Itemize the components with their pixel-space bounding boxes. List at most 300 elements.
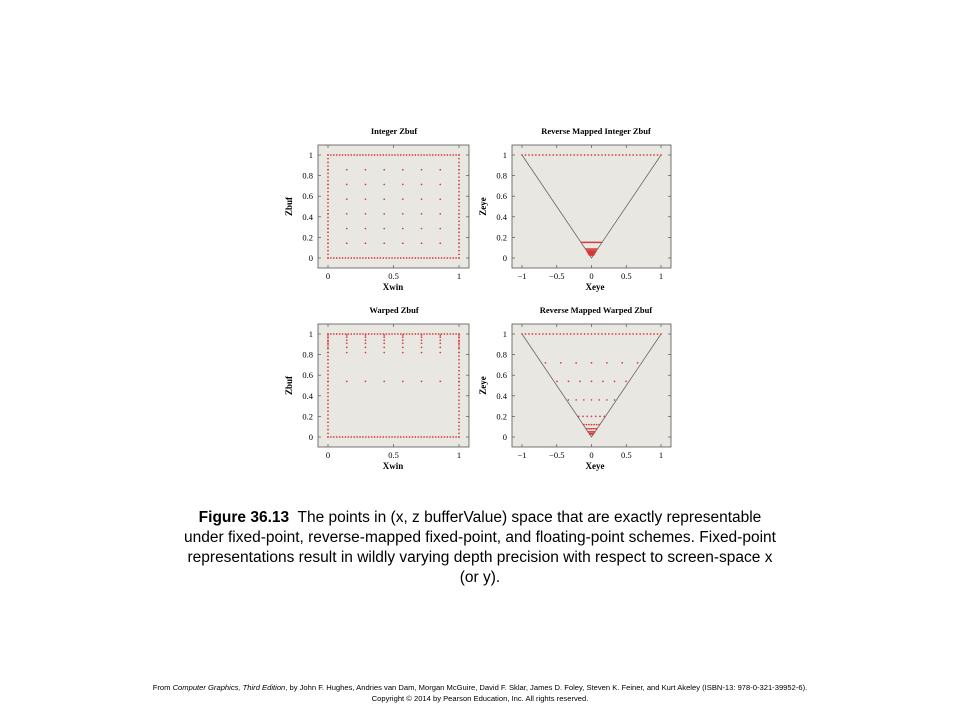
data-point [346, 339, 348, 341]
data-point [579, 381, 581, 383]
data-point [327, 217, 329, 219]
data-point [374, 333, 376, 335]
data-point [615, 333, 617, 335]
data-point [327, 250, 329, 252]
data-point [327, 213, 329, 215]
data-point [380, 436, 382, 438]
data-point [458, 206, 460, 208]
data-point [618, 154, 620, 156]
data-point [391, 154, 393, 156]
data-point [549, 333, 551, 335]
data-point [327, 359, 329, 361]
y-tick-label: 0.8 [496, 349, 507, 360]
y-tick-label: 0 [502, 253, 507, 263]
data-point [327, 169, 329, 171]
data-point [458, 385, 460, 387]
data-point [371, 436, 373, 438]
x-tick-label: 1 [658, 450, 664, 460]
data-point [327, 399, 329, 401]
data-point [584, 154, 586, 156]
y-tick-label: 0.6 [496, 370, 507, 381]
data-point [377, 333, 379, 335]
data-point [365, 342, 367, 344]
data-point [535, 333, 537, 335]
y-tick-label: 1 [308, 150, 313, 160]
data-point [353, 257, 355, 259]
caption-text: The points in (x, z bufferValue) space that are exactly representable under fixed-point, reverse-mapped fixed-point, and floating-point schemes. Fixed-point representations result in wildly varying depth precision with respect to screen-space x (or y). [184, 509, 776, 586]
data-point [594, 428, 596, 430]
data-point [423, 333, 425, 335]
data-point [383, 213, 385, 215]
data-point [346, 352, 348, 354]
y-tick-label: 0.4 [302, 211, 313, 222]
data-point [435, 154, 437, 156]
data-point [350, 333, 352, 335]
data-point [528, 154, 530, 156]
data-point [452, 154, 454, 156]
credit-authors: , by John F. Hughes, Andries van Dam, Morgan McGuire, David F. Sklar, James D. Foley, Steven K. Feiner, and Kurt Akeley (ISBN-13: 978-0-321-39952-6). [285, 683, 808, 692]
data-point [383, 381, 385, 383]
data-point [423, 257, 425, 259]
data-point [566, 333, 568, 335]
data-point [327, 366, 329, 368]
data-point [397, 154, 399, 156]
data-point [327, 374, 329, 376]
data-point [394, 154, 396, 156]
data-point [566, 154, 568, 156]
data-point [439, 169, 441, 171]
data-point [598, 333, 600, 335]
data-point [402, 198, 404, 200]
data-point [458, 250, 460, 252]
data-point [417, 154, 419, 156]
data-point [402, 213, 404, 215]
data-point [339, 257, 341, 259]
data-point [532, 154, 534, 156]
data-point [447, 436, 449, 438]
data-point [417, 333, 419, 335]
data-point [327, 370, 329, 372]
data-point [568, 381, 570, 383]
data-point [458, 342, 460, 344]
data-point [577, 333, 579, 335]
data-point [552, 333, 554, 335]
data-point [602, 381, 604, 383]
data-point [402, 336, 404, 338]
data-point [327, 381, 329, 383]
data-point [429, 436, 431, 438]
data-point [552, 154, 554, 156]
data-point [618, 333, 620, 335]
x-tick-label: −0.5 [549, 450, 565, 460]
data-point [383, 242, 385, 244]
data-point [438, 436, 440, 438]
credit-book-title: Computer Graphics, Third Edition [172, 683, 286, 692]
data-point [439, 242, 441, 244]
data-point [458, 217, 460, 219]
data-point [458, 418, 460, 420]
data-point [605, 333, 607, 335]
data-point [327, 429, 329, 431]
y-tick-label: 1 [308, 329, 313, 339]
data-point [421, 347, 423, 349]
data-point [639, 154, 641, 156]
data-point [350, 257, 352, 259]
data-point [614, 381, 616, 383]
data-point [414, 154, 416, 156]
data-point [578, 416, 580, 418]
data-point [327, 410, 329, 412]
data-point [598, 399, 600, 401]
data-point [612, 154, 614, 156]
data-point [345, 333, 347, 335]
data-point [594, 154, 596, 156]
data-point [591, 154, 593, 156]
data-point [371, 154, 373, 156]
data-point [368, 436, 370, 438]
data-point [342, 257, 344, 259]
data-point [327, 187, 329, 189]
data-point [400, 436, 402, 438]
data-point [439, 347, 441, 349]
data-point [336, 154, 338, 156]
data-point [458, 392, 460, 394]
data-point [632, 333, 634, 335]
data-point [455, 154, 457, 156]
data-point [444, 436, 446, 438]
data-point [439, 184, 441, 186]
data-point [385, 436, 387, 438]
data-point [402, 228, 404, 230]
data-point [388, 333, 390, 335]
data-point [426, 257, 428, 259]
chart-title: Reverse Mapped Integer Zbuf [541, 126, 651, 136]
data-point [444, 333, 446, 335]
data-point [577, 154, 579, 156]
data-point [365, 339, 367, 341]
data-point [593, 254, 595, 256]
data-point [327, 154, 329, 156]
data-point [429, 333, 431, 335]
data-point [608, 333, 610, 335]
data-point [414, 436, 416, 438]
y-tick-label: 0.8 [302, 349, 313, 360]
data-point [660, 154, 662, 156]
data-point [588, 424, 590, 426]
data-point [420, 154, 422, 156]
x-tick-label: 0.5 [620, 450, 632, 460]
data-point [447, 333, 449, 335]
data-point [650, 154, 652, 156]
y-axis-label: Zbuf [284, 196, 294, 217]
data-point [421, 381, 423, 383]
data-point [458, 228, 460, 230]
data-point [632, 154, 634, 156]
data-point [345, 436, 347, 438]
data-point [368, 333, 370, 335]
data-point [327, 352, 329, 354]
data-point [622, 154, 624, 156]
data-point [583, 399, 585, 401]
data-point [380, 257, 382, 259]
data-point [327, 198, 329, 200]
x-tick-label: −0.5 [549, 271, 565, 281]
data-point [458, 359, 460, 361]
data-point [429, 154, 431, 156]
data-point [350, 436, 352, 438]
data-point [458, 388, 460, 390]
y-tick-label: 0.8 [302, 170, 313, 181]
data-point [406, 333, 408, 335]
x-tick-label: 1 [658, 271, 664, 281]
data-point [449, 436, 451, 438]
data-point [397, 257, 399, 259]
y-axis-label: Zeye [478, 376, 488, 395]
data-point [449, 257, 451, 259]
x-tick-label: 0.5 [620, 271, 632, 281]
data-point [657, 333, 659, 335]
data-point [439, 213, 441, 215]
data-point [606, 362, 608, 364]
data-point [353, 333, 355, 335]
data-point [458, 366, 460, 368]
data-point [420, 257, 422, 259]
x-tick-label: 0 [325, 450, 331, 460]
data-point [603, 416, 605, 418]
x-axis-label: Xeye [585, 282, 605, 292]
data-point [580, 154, 582, 156]
data-point [327, 180, 329, 182]
data-point [365, 213, 367, 215]
data-point [400, 333, 402, 335]
y-tick-label: 0.6 [496, 191, 507, 202]
data-point [348, 154, 350, 156]
data-point [402, 352, 404, 354]
y-tick-label: 0 [308, 253, 313, 263]
x-axis-label: Xwin [382, 461, 404, 471]
data-point [653, 154, 655, 156]
data-point [525, 333, 527, 335]
chart-title: Reverse Mapped Warped Zbuf [539, 305, 653, 315]
data-point [421, 228, 423, 230]
data-point [629, 154, 631, 156]
y-tick-label: 0 [502, 432, 507, 442]
data-point [412, 154, 414, 156]
data-point [359, 436, 361, 438]
x-tick-label: 1 [456, 271, 462, 281]
data-point [458, 162, 460, 164]
data-point [388, 436, 390, 438]
data-point [608, 154, 610, 156]
data-point [402, 339, 404, 341]
data-point [327, 337, 329, 339]
y-tick-label: 0.2 [302, 232, 313, 243]
data-point [421, 242, 423, 244]
data-point [327, 231, 329, 233]
data-point [458, 195, 460, 197]
data-point [439, 339, 441, 341]
data-point [327, 206, 329, 208]
data-point [368, 154, 370, 156]
data-point [458, 184, 460, 186]
data-point [615, 154, 617, 156]
data-point [330, 154, 332, 156]
data-point [327, 355, 329, 357]
data-point [570, 333, 572, 335]
data-point [596, 248, 598, 250]
data-point [458, 242, 460, 244]
data-point [542, 154, 544, 156]
data-point [327, 165, 329, 167]
data-point [327, 239, 329, 241]
x-tick-label: 0.5 [388, 450, 399, 460]
y-tick-label: 0.6 [302, 370, 313, 381]
data-point [441, 257, 443, 259]
data-point [420, 333, 422, 335]
data-point [439, 352, 441, 354]
data-point [377, 154, 379, 156]
y-tick-label: 0.4 [302, 390, 313, 401]
data-point [542, 333, 544, 335]
data-point [382, 154, 384, 156]
data-point [591, 333, 593, 335]
credit-prefix: From [152, 683, 173, 692]
data-point [441, 333, 443, 335]
data-point [371, 333, 373, 335]
data-point [639, 333, 641, 335]
data-point [327, 388, 329, 390]
data-point [591, 362, 593, 364]
data-point [458, 235, 460, 237]
data-point [606, 399, 608, 401]
data-point [458, 355, 460, 357]
data-point [545, 362, 547, 364]
data-point [342, 436, 344, 438]
data-point [339, 333, 341, 335]
data-point [441, 436, 443, 438]
data-point [458, 158, 460, 160]
data-point [458, 169, 460, 171]
y-axis-label: Zeye [478, 197, 488, 216]
data-point [559, 333, 561, 335]
data-point [521, 154, 523, 156]
data-point [435, 436, 437, 438]
data-point [589, 428, 591, 430]
data-point [426, 333, 428, 335]
data-point [327, 224, 329, 226]
data-point [346, 184, 348, 186]
data-point [556, 333, 558, 335]
data-point [368, 257, 370, 259]
data-point [532, 333, 534, 335]
data-point [458, 180, 460, 182]
data-point [327, 253, 329, 255]
data-point [455, 436, 457, 438]
data-point [327, 242, 329, 244]
data-point [406, 154, 408, 156]
data-point [327, 392, 329, 394]
data-point [402, 184, 404, 186]
data-point [435, 257, 437, 259]
data-point [345, 154, 347, 156]
figure-caption [180, 508, 780, 588]
data-point [348, 436, 350, 438]
data-point [439, 342, 441, 344]
data-point [327, 436, 329, 438]
data-point [591, 399, 593, 401]
data-point [447, 154, 449, 156]
data-point [560, 362, 562, 364]
data-point [394, 333, 396, 335]
data-point [391, 436, 393, 438]
data-point [458, 421, 460, 423]
chart-title: Integer Zbuf [370, 126, 418, 136]
data-point [556, 154, 558, 156]
data-point [365, 198, 367, 200]
data-point [421, 213, 423, 215]
data-point [382, 333, 384, 335]
data-point [327, 162, 329, 164]
data-point [545, 333, 547, 335]
data-point [359, 257, 361, 259]
data-point [336, 436, 338, 438]
data-point [359, 154, 361, 156]
data-point [426, 436, 428, 438]
data-point [346, 198, 348, 200]
data-point [385, 333, 387, 335]
data-point [362, 333, 364, 335]
data-point [587, 333, 589, 335]
data-point [458, 176, 460, 178]
plot-area [318, 145, 469, 268]
data-point [458, 374, 460, 376]
data-point [458, 191, 460, 193]
data-point [327, 235, 329, 237]
data-point [636, 333, 638, 335]
data-point [336, 257, 338, 259]
data-point [346, 342, 348, 344]
data-point [346, 169, 348, 171]
data-point [346, 242, 348, 244]
data-point [458, 348, 460, 350]
x-tick-label: 0 [325, 271, 331, 281]
data-point [455, 257, 457, 259]
data-point [573, 154, 575, 156]
y-tick-label: 1 [502, 329, 507, 339]
y-tick-label: 0.6 [302, 191, 313, 202]
data-point [327, 425, 329, 427]
plot-area [318, 324, 469, 447]
data-point [458, 341, 460, 343]
data-point [458, 337, 460, 339]
data-point [458, 213, 460, 215]
data-point [625, 381, 627, 383]
data-point [452, 333, 454, 335]
data-point [327, 220, 329, 222]
data-point [383, 169, 385, 171]
data-point [614, 399, 616, 401]
data-point [458, 344, 460, 346]
data-point [660, 333, 662, 335]
data-point [452, 257, 454, 259]
data-point [327, 173, 329, 175]
data-point [587, 428, 589, 430]
data-point [643, 154, 645, 156]
data-point [374, 154, 376, 156]
data-point [458, 432, 460, 434]
data-point [458, 414, 460, 416]
data-point [417, 436, 419, 438]
